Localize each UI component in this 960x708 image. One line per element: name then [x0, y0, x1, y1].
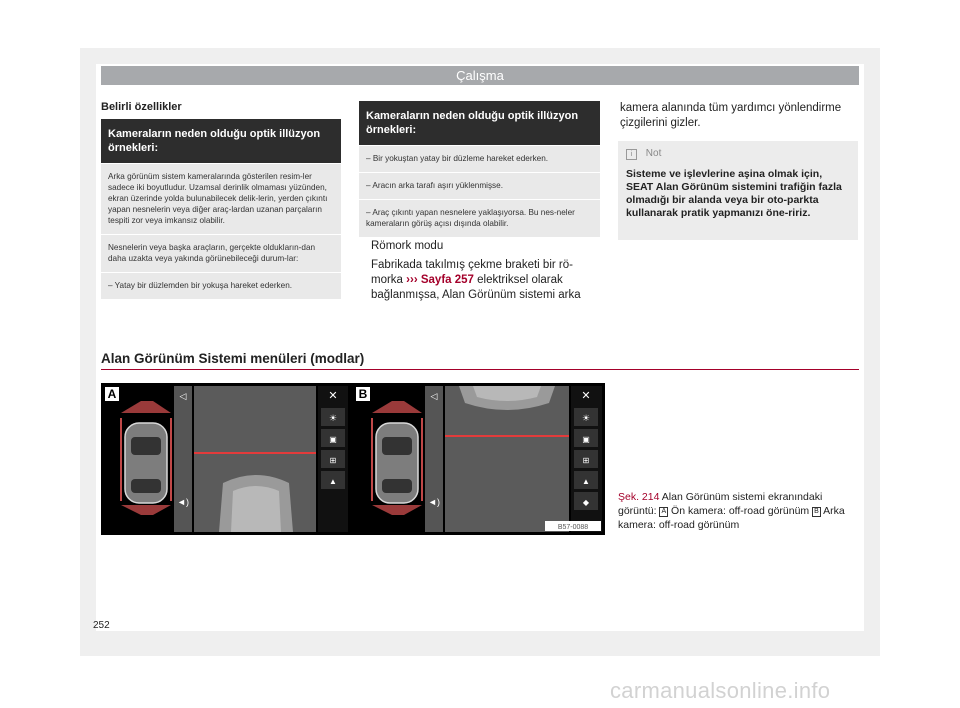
caption-key-b: B [814, 508, 819, 515]
view-mode-glyph: ▣ [582, 435, 590, 444]
label-b: B [358, 387, 368, 401]
note-box [618, 141, 858, 240]
trailer-text-2: elektriksel olarak bağlanmışsa, Alan Görünüm sistemi arka [371, 274, 581, 301]
offroad-glyph: ◆ [582, 498, 590, 507]
figure-caption [618, 490, 858, 532]
section-title-menus: Alan Görünüm Sistemi menüleri (modlar) [101, 351, 365, 366]
illusion-box-title: Kameraların neden olduğu optik illüzyon örnekleri: [101, 119, 341, 163]
page-number: 252 [93, 620, 110, 631]
close-icon[interactable]: ✕ [328, 390, 338, 402]
sound-icon[interactable]: ◄) [428, 497, 440, 507]
caption-key-a: A [661, 508, 667, 515]
back-icon[interactable]: ◁ [430, 391, 438, 401]
illusion-box-middle [359, 101, 600, 237]
offroad-glyph: ▲ [329, 477, 337, 486]
illusion-box-left [101, 119, 341, 299]
brightness-glyph: ☀ [581, 413, 591, 423]
note-text: Sisteme ve işlevlerine aşina olmak için, SEAT Alan Görünüm sistemini trafiğin fazla olmadığı bir alanda veya bir oto-parkta kullanarak pratik yapmanızı öne-ririz. [626, 168, 842, 219]
camera-mode-glyph: ⊞ [329, 456, 337, 465]
figure-number: Şek. 214 [618, 491, 660, 503]
illusion-row: Nesnelerin veya başka araçların, gerçekte oldukların-dan daha uzakta veya yakında görünebileceği durum-lar: [101, 234, 341, 272]
watermark: carmanualsonline.info [610, 678, 831, 703]
illusion-row: – Aracın arka tarafı aşırı yüklenmişse. [359, 172, 600, 199]
side-strip-a [174, 386, 192, 532]
back-icon[interactable]: ◁ [179, 391, 187, 401]
area-view-figure [101, 383, 605, 535]
hood-highlight-a [231, 486, 281, 532]
trailer-glyph: ▲ [582, 477, 590, 486]
trailer-text-1: Fabrikada takılmış çekme braketi bir rö-morka [371, 259, 573, 286]
side-strip-b [425, 386, 443, 532]
caption-text-2: Ön kamera: off-road görünüm [671, 505, 810, 517]
figure-code: B57-0088 [557, 524, 589, 531]
illusion-box-title: Kameraların neden olduğu optik illüzyon örnekleri: [359, 101, 600, 145]
right-paragraph: kamera alanında tüm yardımcı yönlendirme çizgilerini gizler. [620, 102, 842, 129]
note-header [618, 141, 858, 162]
chapter-header: Çalışma [101, 66, 859, 85]
illusion-row: – Yatay bir düzlemden bir yokuşa hareket ederken. [101, 272, 341, 299]
illusion-row: – Araç çıkıntı yapan nesnelere yaklaşıyorsa. Bu nes-neler kameraların görüş açısı dışında olabilir. [359, 199, 600, 237]
brightness-glyph: ☀ [328, 413, 338, 423]
trailer-mode-paragraph [371, 258, 596, 303]
sound-icon[interactable]: ◄) [177, 497, 189, 507]
close-icon[interactable]: ✕ [581, 390, 591, 402]
label-a: A [107, 387, 117, 401]
screen-b [354, 386, 602, 532]
page-ref-link[interactable]: Sayfa 257 [420, 274, 474, 286]
camera-mode-glyph: ⊞ [582, 456, 590, 465]
caption-text-3: Arka kamera: off-road görünüm [618, 505, 845, 531]
section-rule [101, 369, 859, 370]
note-label: Not [645, 148, 662, 159]
illusion-row: Arka görünüm sistem kameralarında gösterilen resim-ler sadece iki boyutludur. Uzamsal derinlik olmaması yüzünden, ekran üzerinde yolda bulunabilecek delik-lerin, yerden çıkıntı yapan nesnelerin veya diğer araç-lardan uzanan parçaların tespiti zor veya imkansız olabilir. [101, 163, 341, 234]
illusion-row: – Bir yokuştan yatay bir düzleme hareket ederken. [359, 145, 600, 172]
screen-a [104, 386, 348, 532]
info-icon: i [626, 149, 637, 160]
page-ref-arrow: ››› [406, 274, 418, 286]
trailer-mode-heading: Römork modu [371, 240, 444, 252]
caption-text-1: Alan Görünüm sistemi ekranındaki görüntü: [618, 491, 823, 517]
view-mode-glyph: ▣ [329, 435, 337, 444]
section-title-features: Belirli özellikler [101, 101, 182, 113]
